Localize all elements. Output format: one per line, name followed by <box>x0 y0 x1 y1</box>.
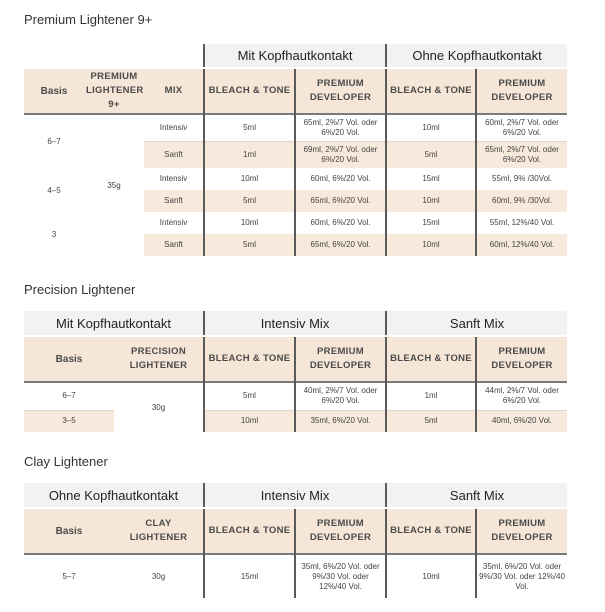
mix-cell: Intensiv <box>144 212 204 234</box>
section-title-premium: Premium Lightener 9+ <box>24 12 153 27</box>
section-title-clay: Clay Lightener <box>24 454 108 469</box>
header-clay-lightener: CLAY LIGHTENER <box>114 508 204 554</box>
mix-cell: Sanft <box>144 190 204 212</box>
mix-cell: Intensiv <box>144 168 204 190</box>
header-premium-developer: PREMIUM DEVELOPER <box>295 508 386 554</box>
table-cell: 10ml <box>204 168 295 190</box>
header-precision-lightener: PRECISION LIGHTENER <box>114 336 204 382</box>
header-bleach-tone: BLEACH & TONE <box>386 336 476 382</box>
group-sanft-mix: Sanft Mix <box>386 483 567 508</box>
group-ohne-kopfhautkontakt: Ohne Kopfhautkontakt <box>386 44 567 68</box>
table-cell: 44ml, 2%/7 Vol. oder 6%/20 Vol. <box>476 382 567 410</box>
header-premium-developer: PREMIUM DEVELOPER <box>476 508 567 554</box>
group-intensiv-mix: Intensiv Mix <box>204 311 386 336</box>
table-cell: 5ml <box>204 114 295 141</box>
table-cell: 60ml, 12%/40 Vol. <box>476 234 567 256</box>
table-cell: 10ml <box>386 234 476 256</box>
header-premium-developer: PREMIUM DEVELOPER <box>476 68 567 114</box>
mix-cell: Sanft <box>144 234 204 256</box>
table-cell: 40ml, 6%/20 Vol. <box>476 410 567 432</box>
table-cell: 60ml, 9% /30Vol. <box>476 190 567 212</box>
table-cell: 10ml <box>386 190 476 212</box>
section-title-precision: Precision Lightener <box>24 282 136 297</box>
table-cell: 1ml <box>386 382 476 410</box>
table-cell: 60ml, 6%/20 Vol. <box>295 168 386 190</box>
table-cell: 60ml, 6%/20 Vol. <box>295 212 386 234</box>
table-cell: 35ml, 6%/20 Vol. oder 9%/30 Vol. oder 12%/40 Vol. <box>476 554 567 598</box>
table-cell: 55ml, 9% /30Vol. <box>476 168 567 190</box>
table-cell: 65ml, 2%/7 Vol. oder 6%/20 Vol. <box>476 141 567 168</box>
table-cell: 5ml <box>204 382 295 410</box>
basis-cell: 3–5 <box>24 410 114 432</box>
header-basis: Basis <box>24 336 114 382</box>
amount-cell: 30g <box>114 554 204 598</box>
table-cell: 40ml, 2%/7 Vol. oder 6%/20 Vol. <box>295 382 386 410</box>
table-cell: 15ml <box>204 554 295 598</box>
table-cell: 5ml <box>386 410 476 432</box>
header-bleach-tone: BLEACH & TONE <box>386 508 476 554</box>
table-cell: 15ml <box>386 212 476 234</box>
table-cell: 15ml <box>386 168 476 190</box>
table-cell: 10ml <box>204 212 295 234</box>
group-mit-kopfhautkontakt: Mit Kopfhautkontakt <box>24 311 204 336</box>
table-cell: 35ml, 6%/20 Vol. <box>295 410 386 432</box>
header-basis: Basis <box>24 508 114 554</box>
mix-cell: Sanft <box>144 141 204 168</box>
table-cell: 69ml, 2%/7 Vol. oder 6%/20 Vol. <box>295 141 386 168</box>
table-cell: 10ml <box>386 114 476 141</box>
basis-cell: 4–5 <box>24 168 84 212</box>
mix-cell: Intensiv <box>144 114 204 141</box>
table-cell: 1ml <box>204 141 295 168</box>
header-premium-developer: PREMIUM DEVELOPER <box>476 336 567 382</box>
group-ohne-kopfhautkontakt: Ohne Kopfhautkontakt <box>24 483 204 508</box>
table-cell: 55ml, 12%/40 Vol. <box>476 212 567 234</box>
header-premium-lightener: PREMIUM LIGHTENER 9+ <box>84 68 144 114</box>
header-bleach-tone: BLEACH & TONE <box>204 508 295 554</box>
group-sanft-mix: Sanft Mix <box>386 311 567 336</box>
table-cell: 65ml, 6%/20 Vol. <box>295 234 386 256</box>
table-cell: 60ml, 2%/7 Vol. oder 6%/20 Vol. <box>476 114 567 141</box>
group-mit-kopfhautkontakt: Mit Kopfhautkontakt <box>204 44 386 68</box>
basis-cell: 6–7 <box>24 382 114 410</box>
table-cell: 65ml, 2%/7 Vol. oder 6%/20 Vol. <box>295 114 386 141</box>
basis-cell: 3 <box>24 212 84 256</box>
precision-lightener-table <box>24 311 567 432</box>
premium-lightener-table <box>24 44 567 256</box>
header-bleach-tone: BLEACH & TONE <box>204 336 295 382</box>
table-cell: 10ml <box>204 410 295 432</box>
table-cell: 10ml <box>386 554 476 598</box>
group-intensiv-mix: Intensiv Mix <box>204 483 386 508</box>
table-cell: 35ml, 6%/20 Vol. oder 9%/30 Vol. oder 12%/40 Vol. <box>295 554 386 598</box>
header-bleach-tone: BLEACH & TONE <box>386 68 476 114</box>
table-cell: 5ml <box>204 234 295 256</box>
clay-lightener-table <box>24 483 567 598</box>
header-mix: MIX <box>144 68 204 114</box>
header-basis: Basis <box>24 68 84 114</box>
amount-cell: 35g <box>84 114 144 256</box>
basis-cell: 6–7 <box>24 114 84 168</box>
table-cell: 5ml <box>386 141 476 168</box>
header-bleach-tone: BLEACH & TONE <box>204 68 295 114</box>
header-premium-developer: PREMIUM DEVELOPER <box>295 336 386 382</box>
amount-cell: 30g <box>114 382 204 432</box>
table-cell: 65ml, 6%/20 Vol. <box>295 190 386 212</box>
header-premium-developer: PREMIUM DEVELOPER <box>295 68 386 114</box>
basis-cell: 5–7 <box>24 554 114 598</box>
table-cell: 5ml <box>204 190 295 212</box>
